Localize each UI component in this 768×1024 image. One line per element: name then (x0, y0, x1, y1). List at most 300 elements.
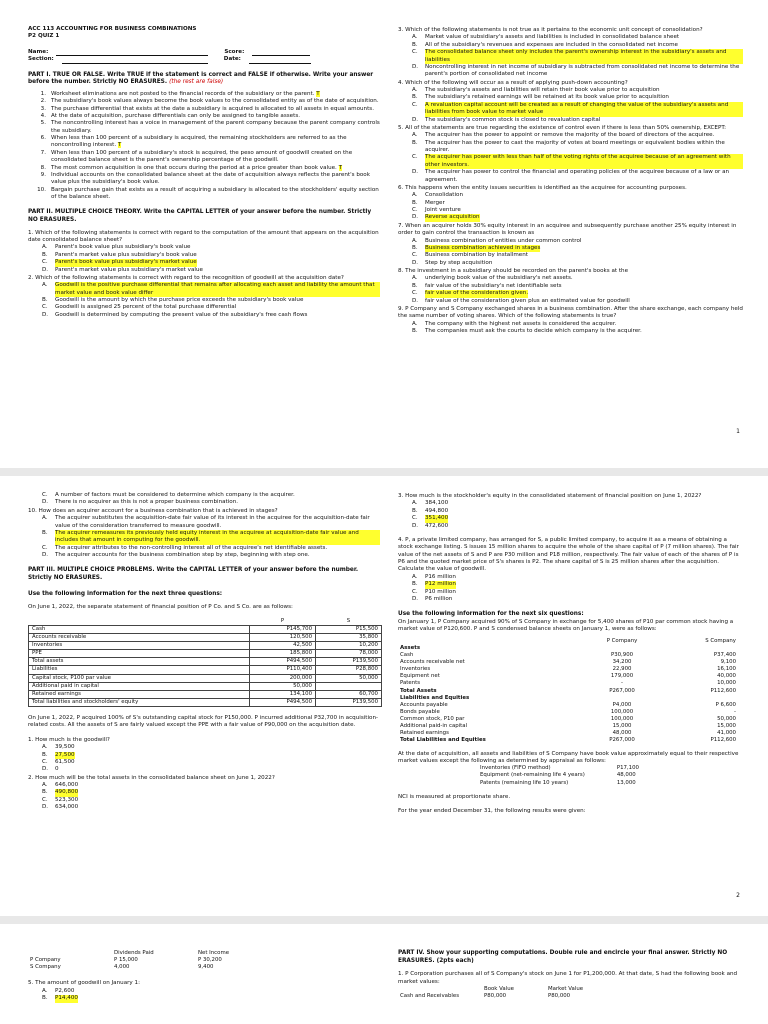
appraisal-cell: Inventories (FIFO method) (480, 765, 551, 772)
bs-cell: 35,800 (316, 633, 382, 641)
mc-options (398, 238, 743, 268)
problem-3-options (398, 500, 743, 530)
option-letter: B. (42, 251, 48, 258)
bs-row (29, 666, 382, 674)
div-row (28, 964, 231, 971)
bs2-cell: P112,600 (710, 737, 736, 744)
option-letter: B. (42, 789, 48, 796)
option-letter: A. (42, 987, 48, 994)
option-text: 634,000 (55, 804, 79, 811)
option (412, 508, 743, 515)
option (412, 87, 743, 94)
bv-row: Cash and Receivables P80,000 P80,000 (400, 993, 571, 1000)
option (412, 214, 743, 221)
bs2-row (398, 659, 738, 666)
option-letter: A. (42, 282, 48, 289)
option-text: Consolidation (425, 192, 464, 199)
option-text: 494,800 (425, 507, 449, 514)
option-letter: D. (412, 522, 419, 529)
tf-text (51, 120, 380, 135)
option-text: fair value of the consideration given. (425, 290, 529, 297)
option-letter: C. (42, 304, 48, 311)
bs2-row (398, 716, 738, 723)
problem-4-options (398, 574, 743, 604)
bs2-cell: Retained earnings (400, 730, 449, 737)
option (412, 49, 743, 64)
tf-number: 10. (37, 186, 46, 193)
tf-item (28, 91, 380, 98)
acquisition-paragraph: On June 1, 2022, P acquired 100% of S's outstanding capital stock for P150,000. P incurred additional P32,700 in acquisition-related costs. All the assets of S are fairly valued except the PPE with a fair value of P90,000 on the acquisition date. (28, 715, 379, 729)
balance-sheet-table (28, 618, 382, 707)
option (412, 42, 743, 49)
option (412, 169, 743, 184)
option (42, 252, 380, 259)
tf-number: 1. (40, 90, 46, 97)
tf-statement: The subsidiary's book values always become the book values to the consolidated entity as of the date of acquisition. (51, 98, 379, 105)
option (412, 207, 743, 214)
option-text: Parent's book value plus subsidiary's market value (55, 259, 197, 266)
option-text: Parent's book value plus subsidiary's book value (55, 244, 191, 251)
dividends-income-table (28, 950, 231, 971)
bs-cell: P145,700 (250, 625, 316, 633)
bs-row (29, 658, 382, 666)
bs-cell: Total liabilities and stockholders' equity (29, 698, 250, 706)
tf-item (28, 187, 380, 202)
bs2-row (398, 645, 738, 652)
option-letter: C. (42, 544, 48, 551)
problem-3: 3. How much is the stockholder's equity in the consolidated statement of financial position on June 1, 2022? (398, 493, 702, 499)
option-letter: C. (42, 259, 48, 266)
option-text: Business combination of entities under common control (425, 237, 582, 244)
bs2-cell: Common stock, P10 par (400, 716, 465, 723)
option (42, 267, 380, 274)
option (412, 200, 743, 207)
tf-item (28, 106, 380, 113)
mc-options (28, 282, 380, 319)
appraisal-row (478, 765, 641, 772)
option-letter: B. (412, 139, 418, 146)
option (412, 260, 743, 267)
problem-2: 2. How much will be the total assets in the consolidated balance sheet on June 1, 2022? (28, 774, 275, 781)
bs2-cell: 100,000 (610, 708, 634, 715)
option-text: 490,800 (55, 789, 79, 796)
option-letter: A. (412, 192, 418, 199)
option-text: The acquirer has the power to cast the majority of votes at board meetings or equivalent bodies within the acquirer. (425, 139, 725, 153)
option-text: 39,500 (55, 744, 75, 751)
option-letter: B. (412, 507, 418, 514)
option-text: Goodwill is assigned 25 percent of the total purchase differential (55, 304, 237, 311)
option (42, 499, 380, 506)
option-letter: A. (42, 515, 48, 522)
appraisal-cell: 48,000 (616, 772, 636, 779)
option-letter: D. (42, 552, 49, 558)
option-letter: C. (412, 588, 418, 595)
bs-cell: Inventories (29, 642, 250, 650)
option-letter: D. (42, 266, 49, 273)
option-text: 472,600 (425, 522, 449, 529)
bs2-row (398, 709, 738, 716)
bs2-cell: - (621, 680, 623, 687)
bs-row (29, 625, 382, 633)
appraisal-row (478, 772, 641, 779)
bs-row (29, 650, 382, 658)
bs2-cell: 16,100 (717, 666, 736, 673)
bs2-row (398, 688, 738, 695)
page1-left-column (28, 26, 380, 319)
section-date-line (28, 56, 380, 63)
use-info-six: Use the following information for the next six questions: (398, 611, 584, 618)
bs2-cell: 48,000 (612, 730, 632, 737)
option (42, 752, 380, 759)
option-letter: C. (42, 758, 48, 765)
page2-left-column (28, 492, 380, 812)
bs2-cell (664, 645, 738, 652)
option (42, 759, 380, 766)
option-letter: D. (42, 499, 49, 506)
mc-questions-left (28, 230, 380, 320)
bs-cell (316, 682, 382, 690)
option-text: The acquirer remeasures its previously held equity interest in the acquiree at acquisition-date fair value and includes that amount in computing for the goodwill. (55, 530, 380, 545)
option-letter: D. (42, 311, 49, 318)
option-letter: D. (412, 63, 419, 70)
bs2-cell: Additional paid-in capital (400, 723, 468, 730)
bs2-cell: Assets (400, 644, 421, 651)
tf-item (28, 150, 380, 165)
option (412, 298, 743, 305)
course-title: ACC 113 ACCOUNTING FOR BUSINESS COMBINATIONS (28, 26, 197, 32)
option (42, 545, 380, 552)
tf-item (28, 120, 380, 135)
option (412, 132, 743, 139)
div-col-dividends: Dividends Paid (114, 950, 154, 956)
option (412, 102, 743, 117)
option (412, 34, 743, 41)
bs-col-p: P (280, 617, 285, 624)
option-text: 523,300 (55, 796, 79, 803)
bs2-row (398, 680, 738, 687)
tf-number: 4. (40, 112, 46, 119)
option-text: Business combination achieved in stages (425, 244, 541, 251)
option-letter: A. (412, 275, 418, 282)
page1-right-column (398, 26, 743, 335)
mc-options (398, 34, 743, 78)
option (42, 988, 380, 995)
bs-row (29, 690, 382, 698)
option-text: 351,400 (425, 515, 449, 522)
part1-note: (the rest are false) (169, 79, 224, 86)
mc-question: 8. The investment in a subsidiary should be recorded on the parent's books at the (398, 268, 629, 274)
div-col-income: Net Income (198, 950, 230, 956)
option-text: Joint venture (425, 207, 461, 213)
option-text: P2,600 (55, 987, 75, 994)
tf-text (51, 150, 380, 165)
option-text: Reverse acquisition (425, 214, 480, 221)
appraisal-cell: Patents (remaining life 10 years) (480, 779, 569, 786)
option-text: P14,400 (55, 995, 78, 1002)
option (42, 492, 380, 499)
option-letter: C. (412, 49, 418, 56)
section-field[interactable] (62, 56, 208, 63)
option-letter: C. (42, 796, 48, 803)
bs2-cell (580, 645, 664, 652)
option-text: Parent's market value plus subsidiary's book value (55, 251, 197, 258)
option-text: fair value of the consideration given plus an estimated value for goodwill (425, 297, 630, 304)
option-letter: B. (412, 41, 418, 48)
option-text: P6 million (425, 595, 453, 602)
bs-cell: 50,000 (250, 682, 316, 690)
tf-statement: When less than 100 percent of a subsidiary's stock is acquired, the peso amount of goodwill created on the consolidated balance sheet is the parent's ownership percentage of the goodwill. (51, 149, 353, 164)
option-letter: C. (412, 252, 418, 259)
option (412, 94, 743, 101)
bs-cell: Retained earnings (29, 690, 250, 698)
page3-right-column (398, 950, 743, 1000)
option (42, 259, 380, 266)
mc-question: 4. Which of the following will occur as a result of applying push-down accounting? (398, 79, 628, 86)
bs2-cell: P112,600 (710, 687, 736, 694)
section-label: Section: (28, 56, 54, 63)
option-letter: B. (412, 581, 418, 588)
bs2-cell: P30,900 (610, 651, 634, 658)
option (412, 245, 743, 252)
tf-statement: When less than 100 percent of a subsidiary is acquired, the remaining stockholders are referred to as the noncontrolling interest. (51, 135, 347, 149)
option-text: The acquirer attributes to the non-controlling interest all of the acquiree's net identifiable assets. (55, 544, 328, 551)
bs2-cell: 15,000 (717, 723, 736, 730)
option-letter: D. (412, 259, 419, 266)
year-results-note: For the year ended December 31, the following results were given: (398, 808, 586, 815)
option (412, 154, 743, 169)
page-2 (0, 476, 768, 916)
bs-intro: On June 1, 2022, the separate statement of financial position of P Co. and S Co. are as follows: (28, 604, 293, 611)
option (42, 312, 380, 319)
part4-question-1: 1. P Corporation purchases all of S Company's stock on June 1 for P1,200,000. At that date, S had the following book and market values: (398, 971, 738, 985)
mc-question: 9. P Company and S Company exchanged shares in a business combination. After the share exchange, each company held the same number of voting shares. Which of the following statements is true? (398, 305, 743, 320)
option (412, 64, 743, 79)
appraisal-table (478, 765, 641, 786)
bs-cell: 50,000 (316, 674, 382, 682)
option-letter: B. (42, 751, 48, 758)
option (42, 766, 380, 773)
tf-text (51, 106, 374, 113)
option (42, 244, 380, 251)
option (412, 321, 743, 328)
option-text: Business combination by installment (425, 252, 528, 259)
bs2-cell: 9,100 (720, 659, 736, 666)
bv-col-market: Market Value (548, 986, 584, 993)
option-letter: A. (412, 320, 418, 327)
option-text: The subsidiary's assets and liabilities will retain their book value prior to acquisition (425, 87, 660, 93)
page2-right-column (398, 492, 743, 815)
option-text: 646,000 (55, 782, 79, 789)
bs2-cell: P267,000 (609, 687, 635, 694)
option (412, 515, 743, 522)
bs2-cell: - (734, 708, 736, 715)
option-letter: B. (412, 94, 418, 101)
option (42, 995, 380, 1002)
q9-continued-options (28, 492, 380, 507)
mc-question: 1. Which of the following statements is correct with regard to the computation of the amount that appears on the acquisition date consolidated balance sheet? (28, 229, 379, 244)
bs-cell: 185,800 (250, 650, 316, 658)
tf-answer: T (338, 164, 343, 171)
tf-number: 6. (40, 135, 46, 142)
bs-cell: P110,400 (250, 666, 316, 674)
bs-cell: P15,500 (316, 625, 382, 633)
book-market-table (398, 986, 585, 1000)
tf-text (51, 187, 380, 202)
option (412, 290, 743, 297)
bs2-cell: 34,200 (612, 659, 632, 666)
option-letter: A. (412, 34, 418, 41)
bs-cell: P139,500 (316, 658, 382, 666)
tf-text (51, 165, 342, 172)
bs-cell: Total assets (29, 658, 250, 666)
problem-5: 5. The amount of goodwill on January 1: (28, 980, 140, 987)
option-letter: D. (42, 804, 49, 811)
bs-row (29, 682, 382, 690)
bs2-cell: 10,000 (717, 680, 736, 687)
condensed-balance-sheet (398, 638, 738, 745)
bs-cell: 134,100 (250, 690, 316, 698)
name-label: Name: (28, 48, 49, 55)
bs-cell: Cash (29, 625, 250, 633)
bs-cell: P494,500 (250, 658, 316, 666)
bs2-col-s: S Company (705, 637, 736, 644)
appraisal-cell: P17,100 (616, 765, 639, 772)
bs-row (29, 642, 382, 650)
div-cell: P 30,200 (198, 957, 222, 964)
bs-row (29, 698, 382, 706)
bs2-row (398, 702, 738, 709)
bs2-cell: Liabilities and Equities (400, 694, 470, 701)
tf-answer: T (117, 142, 122, 149)
option-text: underlying book value of the subsidiary's net assets. (425, 275, 573, 282)
bs-cell: 78,000 (316, 650, 382, 658)
bs2-cell: Total Assets (400, 687, 437, 694)
option-letter: A. (412, 500, 418, 507)
true-false-list (28, 91, 380, 202)
bs2-cell: 40,000 (717, 673, 736, 680)
option-letter: B. (42, 995, 48, 1002)
option-letter: D. (42, 766, 49, 773)
mc-options (28, 244, 380, 274)
bs2-cell: P 6,600 (715, 701, 736, 708)
option-letter: C. (412, 101, 418, 108)
tf-number: 5. (40, 120, 46, 127)
problem-5-options (28, 988, 380, 1003)
page3-left-column (28, 950, 380, 1003)
mc-question: 3. Which of the following statements is not true as it pertains to the economic unit concept of consolidation? (398, 27, 703, 33)
appraisal-paragraph: At the date of acquisition, all assets and liabilities of S Company have book value approximately equal to their respective market values except the following as determined by appraisal as follows: (398, 750, 739, 764)
option-letter: D. (412, 595, 419, 602)
option-text: Goodwill is the amount by which the purchase price exceeds the subsidiary's book value (55, 297, 304, 304)
option-text: Goodwill is determined by computing the present value of the subsidiary's free cash flows (55, 311, 308, 318)
option-letter: B. (42, 529, 48, 536)
div-cell: P 15,000 (114, 957, 138, 964)
score-label: Score: (224, 48, 245, 55)
name-field[interactable] (56, 49, 208, 56)
option (412, 581, 743, 588)
tf-statement: Worksheet eliminations are not posted to the financial records of the subsidiary or the parent. (51, 90, 315, 97)
tf-text (51, 172, 380, 187)
tf-item (28, 113, 380, 120)
bs2-row (398, 652, 738, 659)
part3-title: PART III. MULTIPLE CHOICE PROBLEMS. Write the CAPITAL LETTER of your answer before the number. Strictly NO ERASURES. (28, 567, 359, 582)
bs2-cell: Equipment net (400, 673, 440, 680)
option (412, 500, 743, 507)
bs2-cell: 15,000 (612, 723, 632, 730)
option-letter: A. (412, 237, 418, 244)
mc-questions-right (398, 27, 743, 335)
option (42, 530, 380, 545)
tf-number: 2. (40, 98, 46, 105)
part4-title: PART IV. Show your supporting computations. Double rule and encircle your final answer. Strictly NO ERASURES. (2pts each) (398, 950, 728, 964)
bs-cell: PPE (29, 650, 250, 658)
tf-number: 3. (40, 105, 46, 112)
option-text: fair value of the subsidiary's net identifiable sets (425, 282, 562, 289)
part1-title: PART I. TRUE OR FALSE. Write TRUE if the statement is correct and FALSE if otherwise. Write your answer before the number. Strictly NO ERASURES. (the rest are false) (28, 71, 374, 86)
bs2-cell: Patents (400, 680, 421, 687)
option-text: The subsidiary's common stock is closed to revaluation capital (425, 116, 601, 123)
option (412, 140, 743, 155)
bs-col-s: S (346, 617, 351, 624)
date-field[interactable] (249, 56, 311, 63)
option-text: 384,100 (425, 500, 449, 507)
problem-4: 4. P, a private limited company, has arranged for S, a public limited company, to acquire it as a means of obtaining a stock exchange listing. S issues 15 million shares to acquire the whole of the share capital of P (7 million shares). The fair value of the net assets of S and P are P30 million and P18 million, respectively. The fair value of each of the shares of P is P6 and the quoted market price of S's shares is P2. The share capital of S is 25 million shares after the acquisition. Calculate the value of goodwill. (398, 536, 739, 573)
tf-text (51, 135, 380, 150)
problem-1: 1. How much is the goodwill? (28, 736, 110, 743)
option (412, 252, 743, 259)
tf-item (28, 135, 380, 150)
bs-cell: Accounts receivable (29, 633, 250, 641)
bs2-cell: Accounts payable (400, 701, 448, 708)
appraisal-cell: Equipment (net-remaining life 4 years) (480, 772, 585, 779)
option-letter: A. (42, 782, 48, 789)
option-text: A number of factors must be considered to determine which company is the acquirer. (55, 492, 295, 498)
bs2-col-p: P Company (606, 637, 638, 644)
bs2-cell: 179,000 (610, 673, 634, 680)
option-text: The subsidiary's retained earnings will be retained at its book value prior to acquisition (425, 94, 669, 101)
option-letter: B. (412, 328, 418, 334)
div-row (28, 957, 231, 964)
bs-cell: P28,800 (316, 666, 382, 674)
page-number-2: 2 (736, 892, 740, 899)
mc-question: 2. Which of the following statements is correct with regard to the recognition of goodwill at the acquisition date? (28, 274, 344, 281)
bs-cell: Liabilities (29, 666, 250, 674)
score-field[interactable] (252, 49, 310, 56)
bs2-row (398, 730, 738, 737)
tf-text (51, 91, 320, 98)
option (42, 797, 380, 804)
option (42, 789, 380, 796)
tf-number: 7. (40, 149, 46, 156)
bs2-cell: Total Liabilities and Equities (400, 737, 486, 744)
option-text: There is no acquirer as this is not a proper business combination. (55, 499, 239, 506)
option-text: The consolidated balance sheet only includes the parent's ownership interest in the subsidiary's assets and liabilities (425, 49, 743, 64)
option-text: The acquirer has power with less than half of the voting rights of the acquiree because of an agreement with other investors. (425, 154, 743, 169)
option-letter: A. (42, 744, 48, 751)
bs2-cell (664, 695, 738, 702)
mc-question: 7. When an acquirer holds 30% equity interest in an acquiree and subsequently purchase another 25% equity interest in order to gain control the transaction is known as (398, 222, 737, 237)
option (42, 744, 380, 751)
option-letter: D. (412, 169, 419, 176)
bs2-cell: P4,000 (612, 701, 632, 708)
option (42, 552, 380, 559)
bs2-cell: P37,400 (713, 651, 736, 658)
option-letter: C. (42, 492, 48, 498)
use-info-three: Use the following information for the next three questions: (28, 590, 223, 597)
tf-number: 8. (40, 164, 46, 171)
option (412, 328, 743, 335)
option (412, 596, 743, 603)
